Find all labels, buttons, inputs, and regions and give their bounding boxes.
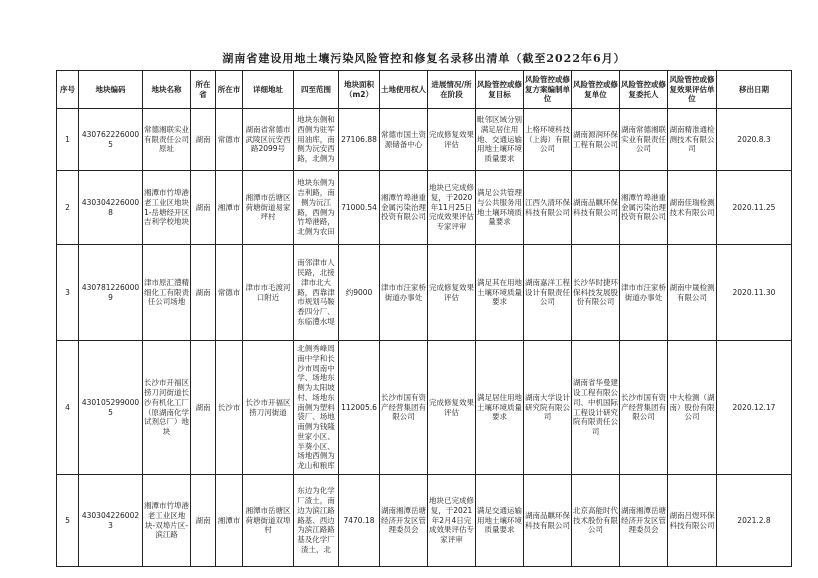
table-cell: 满足居住用地土壤环境质量要求 xyxy=(476,341,524,475)
table-cell: 江西久清环保科技有限公司 xyxy=(524,171,572,245)
table-cell: 2020.12.17 xyxy=(717,341,792,475)
column-header: 地块编码 xyxy=(79,71,143,109)
column-header: 进展情况/所在阶段 xyxy=(428,71,476,109)
column-header: 所在省 xyxy=(191,71,216,109)
table-cell: 湖南省常德市武陵区沅安西路2099号 xyxy=(243,109,294,171)
table-cell: 湖南 xyxy=(191,341,216,475)
table-cell: 2020.11.25 xyxy=(717,171,792,245)
table-cell: 津市市汪家桥街道办事处 xyxy=(380,245,428,341)
table-cell: 湖南大学设计研究院有限公司 xyxy=(524,341,572,475)
table-cell: 满足其在用地土壤环境质量要求 xyxy=(476,245,524,341)
table-cell: 4 xyxy=(57,341,79,475)
table-body xyxy=(57,109,792,567)
table-cell: 满足公共管理与公共服务用地土壤环境质量要求 xyxy=(476,171,524,245)
table-cell: 完成修复效果评估 xyxy=(428,245,476,341)
column-header: 所在市 xyxy=(216,71,243,109)
column-header: 风险管控或修复目标 xyxy=(476,71,524,109)
table-cell: 71000.54 xyxy=(339,171,380,245)
table-row xyxy=(57,475,792,567)
table-cell: 112005.6 xyxy=(339,341,380,475)
table-cell: 湖南嘉洋工程设计有限责任公司 xyxy=(524,245,572,341)
table-cell: 满足交通运输用地土壤环境质量要求 xyxy=(476,475,524,567)
column-header: 序号 xyxy=(57,71,79,109)
table-cell: 4307622260005 xyxy=(79,109,143,171)
table-cell: 湘潭市 xyxy=(216,171,243,245)
table-cell: 常德市国土资源储备中心 xyxy=(380,109,428,171)
column-header: 详细地址 xyxy=(243,71,294,109)
table-cell: 长沙市国有资产经营集团有限公司 xyxy=(380,341,428,475)
table-cell: 湘潭竹埠港重金属污染治理投资有限公司 xyxy=(620,171,668,245)
table-cell: 常德市 xyxy=(216,245,243,341)
table-cell: 北侧秀峰周南中学和长沙市周南中学、场地东侧为太阳坡村、场地东南侧为塑料袋厂、场地南侧为钱隆世家小区、半葵小区、场地西侧为龙山和粮库 xyxy=(294,341,339,475)
table-cell: 长沙市国有资产经营集团有限公司 xyxy=(620,341,668,475)
table-cell: 湖南品麒环保科技有限公司 xyxy=(524,475,572,567)
table-cell: 4307812260009 xyxy=(79,245,143,341)
removal-table xyxy=(56,70,792,567)
table-cell: 常德湘联实业有限责任公司原址 xyxy=(143,109,191,171)
table-cell: 3 xyxy=(57,245,79,341)
column-header: 风险管控或修复效果评估单位 xyxy=(668,71,717,109)
table-cell: 地块东侧和西侧为驻军用油库，南侧为沅安西路，北侧为 xyxy=(294,109,339,171)
table-cell: 湖南 xyxy=(191,475,216,567)
column-header: 移出日期 xyxy=(717,71,792,109)
table-cell: 南邻津市人民路，北接津市北大路，西靠津市规划马鞍香四分厂、东临澧水堤 xyxy=(294,245,339,341)
column-header: 风险管控或修复委托人 xyxy=(620,71,668,109)
table-cell: 2 xyxy=(57,171,79,245)
table-header-row xyxy=(57,71,792,109)
table-cell: 长沙市开福区捞刀河街道长沙有机化工厂（原湖南化学试剂总厂）地块 xyxy=(143,341,191,475)
table-cell: 约9000 xyxy=(339,245,380,341)
table-cell: 湖南常德湘联实业有限责任公司 xyxy=(620,109,668,171)
table-cell: 2020.8.3 xyxy=(717,109,792,171)
table-cell: 湖南省华曼建设工程有限公司、中机国际工程设计研究院有限责任公司 xyxy=(572,341,620,475)
table-cell: 地块已完成修复，于2020年11月25日完成效果评估专家评审 xyxy=(428,171,476,245)
table-cell: 北京高能时代技术股份有限公司 xyxy=(572,475,620,567)
table-cell: 湘潭市竹埠港老工业区地块1-岳塘经开区吉利学校地块 xyxy=(143,171,191,245)
table-cell: 上格环境科技（上海）有限公司 xyxy=(524,109,572,171)
table-cell: 7470.18 xyxy=(339,475,380,567)
table-cell: 4303042260008 xyxy=(79,171,143,245)
table-cell: 湖南湘潭岳塘经济开发区管理委员会 xyxy=(620,475,668,567)
table-cell: 湖南湘潭岳塘经济开发区管理委员会 xyxy=(380,475,428,567)
table-cell: 湘潭市 xyxy=(216,475,243,567)
table-cell: 湖南品麒环保科技有限公司 xyxy=(572,171,620,245)
table-cell: 地块东侧为吉利路，南侧为沅江路，西侧为竹埠港路，北侧为农田 xyxy=(294,171,339,245)
table-cell: 2021.2.8 xyxy=(717,475,792,567)
table-cell: 4301052990005 xyxy=(79,341,143,475)
table-cell: 津市原汇澧精细化工有限责任公司场地 xyxy=(143,245,191,341)
page-title: 湖南省建设用地土壤污染风险管控和修复名录移出清单（截至2022年6月） xyxy=(222,52,626,65)
table-cell: 津市市汪家桥街道办事处 xyxy=(620,245,668,341)
table-cell: 东边为化学厂渣土，南边为滨江路路基、西边为滨江路路基及化学厂渣土，北 xyxy=(294,475,339,567)
table-cell: 完成修复效果评估 xyxy=(428,341,476,475)
table-row xyxy=(57,109,792,171)
table-cell: 1 xyxy=(57,109,79,171)
table-row xyxy=(57,341,792,475)
column-header: 风险管控或修复单位 xyxy=(572,71,620,109)
table-cell: 长沙市 xyxy=(216,341,243,475)
column-header: 地块面积（m2） xyxy=(339,71,380,109)
table-cell: 津市市毛渡河口附近 xyxy=(243,245,294,341)
table-cell: 湘潭市竹埠港老工业区地块-双埠片区-滨江路 xyxy=(143,475,191,567)
table-cell: 湖南 xyxy=(191,171,216,245)
table-head xyxy=(57,71,792,109)
column-header: 土地使用权人 xyxy=(380,71,428,109)
table-cell: 湖南 xyxy=(191,245,216,341)
table-row xyxy=(57,171,792,245)
table-cell: 湖南中晟检测有限公司 xyxy=(668,245,717,341)
table-cell: 湘潭市岳塘区荷塘街道双埠村 xyxy=(243,475,294,567)
table-cell: 完成修复效果评估 xyxy=(428,109,476,171)
column-header: 风险管控或修复方案编制单位 xyxy=(524,71,572,109)
table-cell: 湖南吕煜环保科技有限公司 xyxy=(668,475,717,567)
table-cell: 常德市 xyxy=(216,109,243,171)
table-cell: 湖南 xyxy=(191,109,216,171)
table-cell: 湖南源润环保工程有限公司 xyxy=(572,109,620,171)
table-cell: 中大检测（湖南）股份有限公司 xyxy=(668,341,717,475)
table-cell: 地块已完成修复，于2021年2月4日完成效果评估专家评审 xyxy=(428,475,476,567)
table-cell: 毗邻区域分别满足居住用地、交通运输用地土壤环境质量要求 xyxy=(476,109,524,171)
table-cell: 5 xyxy=(57,475,79,567)
column-header: 四至范围 xyxy=(294,71,339,109)
table-cell: 长沙市开福区捞刀河街道 xyxy=(243,341,294,475)
table-cell: 长沙华时捷环保科技发展股份有限公司 xyxy=(572,245,620,341)
table-cell: 湘潭竹埠港重金属污染治理投资有限公司 xyxy=(380,171,428,245)
table-cell: 湖南佳瑞检测技术有限公司 xyxy=(668,171,717,245)
table-row xyxy=(57,245,792,341)
table-cell: 4303042260023 xyxy=(79,475,143,567)
table-cell: 湖南精准通检测技术有限公司 xyxy=(668,109,717,171)
table-cell: 2020.11.30 xyxy=(717,245,792,341)
column-header: 地块名称 xyxy=(143,71,191,109)
table-cell: 27106.88 xyxy=(339,109,380,171)
table-cell: 湘潭市岳塘区荷塘街道易家坪村 xyxy=(243,171,294,245)
